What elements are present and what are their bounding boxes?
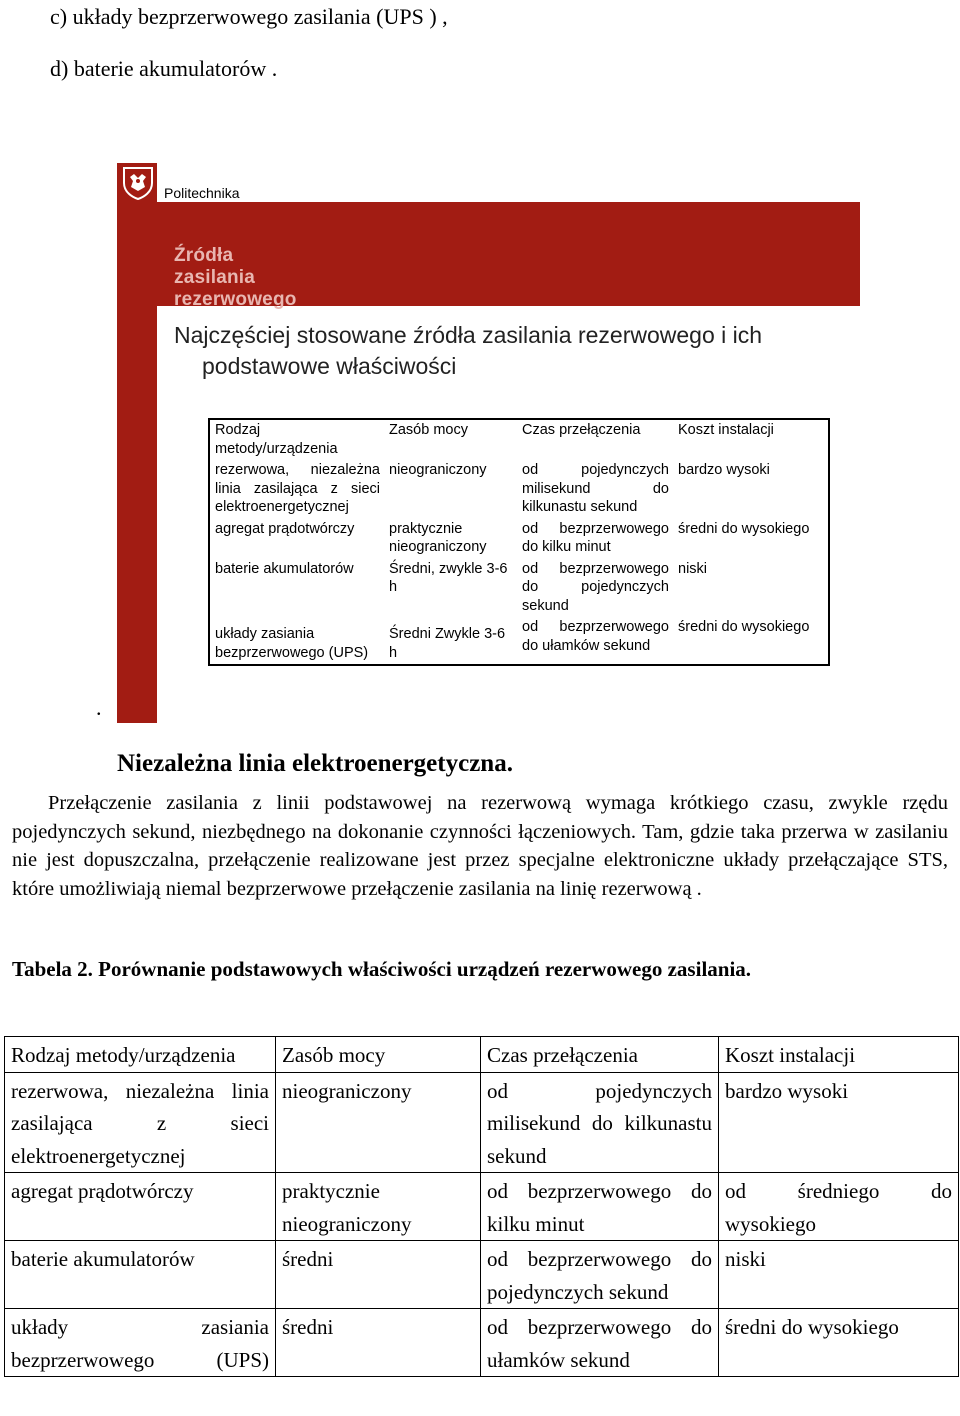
table-cell: Średni Zwykle 3-6 h [389, 626, 506, 661]
table-row [5, 1241, 959, 1309]
table-cell: bardzo wysoki [719, 1072, 959, 1173]
table-cell: Średni, zwykle 3-6 h [389, 560, 508, 595]
table-cell: układy zasiania bezprzerwowego (UPS) [5, 1309, 276, 1377]
table-cell: od bezprzerwowego do pojedynczych sekund [522, 560, 669, 614]
table-row [209, 617, 829, 665]
table-row [5, 1072, 959, 1173]
slide-header-method: Rodzaj metody/urządzenia [215, 422, 338, 457]
table-cell: niski [678, 560, 708, 577]
slide-left-bar [117, 203, 157, 723]
slide-header-cost: Koszt instalacji [678, 422, 774, 438]
table-cell: od bezprzerwowego do pojedynczych sekund [481, 1241, 719, 1309]
stray-dot: . [96, 695, 102, 720]
table-cell: średni do wysokiego [678, 520, 810, 537]
university-name: Politechnika [164, 185, 240, 201]
doc-header-cost: Koszt instalacji [719, 1037, 959, 1073]
section-heading: Niezależna linia elektroenergetyczna. [117, 750, 513, 777]
table-row [5, 1037, 959, 1073]
slide-heading [174, 320, 854, 382]
slide-heading-line2: podstawowe właściwości [202, 353, 457, 379]
table-cell: baterie akumulatorów [215, 560, 354, 577]
table-cell: rezerwowa, niezależna linia zasilająca z sieci elektroenergetycznej [5, 1072, 276, 1173]
slide-table [208, 418, 830, 666]
table-cell: średni do wysokiego [719, 1309, 959, 1377]
table-cell: średni [276, 1309, 481, 1377]
table-row [209, 460, 829, 519]
table-cell: układy zasiania bezprzerwowego (UPS) [215, 626, 369, 661]
table-cell: od bezprzerwowego do kilku minut [522, 520, 669, 555]
slide-header-switch-time: Czas przełączenia [522, 422, 641, 438]
table-row [209, 559, 829, 618]
table-cell: baterie akumulatorów [5, 1241, 276, 1309]
table-cell: od pojedynczych milisekund do kilkunastu sekund [481, 1072, 719, 1173]
table-row [5, 1309, 959, 1377]
table-cell: niski [719, 1241, 959, 1309]
table-cell: od bezprzerwowego do kilku minut [481, 1173, 719, 1241]
doc-header-switch-time: Czas przełączenia [481, 1037, 719, 1073]
paragraph-text: Przełączenie zasilania z linii podstawowej na rezerwową wymaga krótkiego czasu, zwykle rzędu pojedynczych sekund, niezbędnego na dokonanie czynności łączeniowych. Tam, gdzie taka przerwa w zasilaniu nie jest dopuszczalna, przełączenie realizowane jest przez specjalne elektroniczne układy przełączające STS, które umożliwiają niemal bezprzerwowe przełączenie zasilania na linię rezerwową . [12, 792, 948, 900]
table-cell: nieograniczony [276, 1072, 481, 1173]
table-caption: Tabela 2. Porównanie podstawowych właściwości urządzeń rezerwowego zasilania. [12, 957, 752, 981]
table-cell: nieograniczony [389, 462, 487, 478]
doc-header-method: Rodzaj metody/urządzenia [5, 1037, 276, 1073]
table-cell: praktycznie nieograniczony [389, 520, 487, 555]
table-cell: od pojedynczych milisekund do kilkunastu sekund [522, 462, 669, 515]
table-cell: od bezprzerwowego do ułamków sekund [481, 1309, 719, 1377]
slide-header-power: Zasób mocy [389, 422, 468, 438]
table-cell: bardzo wysoki [678, 462, 770, 478]
table-row [209, 419, 829, 460]
table-row [5, 1173, 959, 1241]
body-paragraph [12, 789, 948, 903]
table-cell: agregat prądotwórczy [5, 1173, 276, 1241]
doc-header-power: Zasób mocy [276, 1037, 481, 1073]
slide-banner-title: Źródła zasilania rezerwowego [174, 245, 297, 310]
table-cell: rezerwowa, niezależna linia zasilająca z sieci elektroenergetycznej [215, 462, 380, 515]
list-item-c: c) układy bezprzerwowego zasilania (UPS ) , [50, 4, 448, 29]
table-cell: od bezprzerwowego do ułamków sekund [522, 619, 669, 654]
slide-heading-line1: Najczęściej stosowane źródła zasilania rezerwowego i ich [174, 322, 763, 348]
list-item-d: d) baterie akumulatorów . [50, 56, 278, 81]
table-cell: średni [276, 1241, 481, 1309]
table-cell: średni do wysokiego [678, 619, 810, 635]
table-cell: od średniego do wysokiego [719, 1173, 959, 1241]
eagle-shield-icon [120, 165, 156, 201]
doc-table [4, 1036, 959, 1377]
table-cell: agregat prądotwórczy [215, 520, 355, 537]
table-row [209, 519, 829, 559]
table-cell: praktycznie nieograniczony [276, 1173, 481, 1241]
